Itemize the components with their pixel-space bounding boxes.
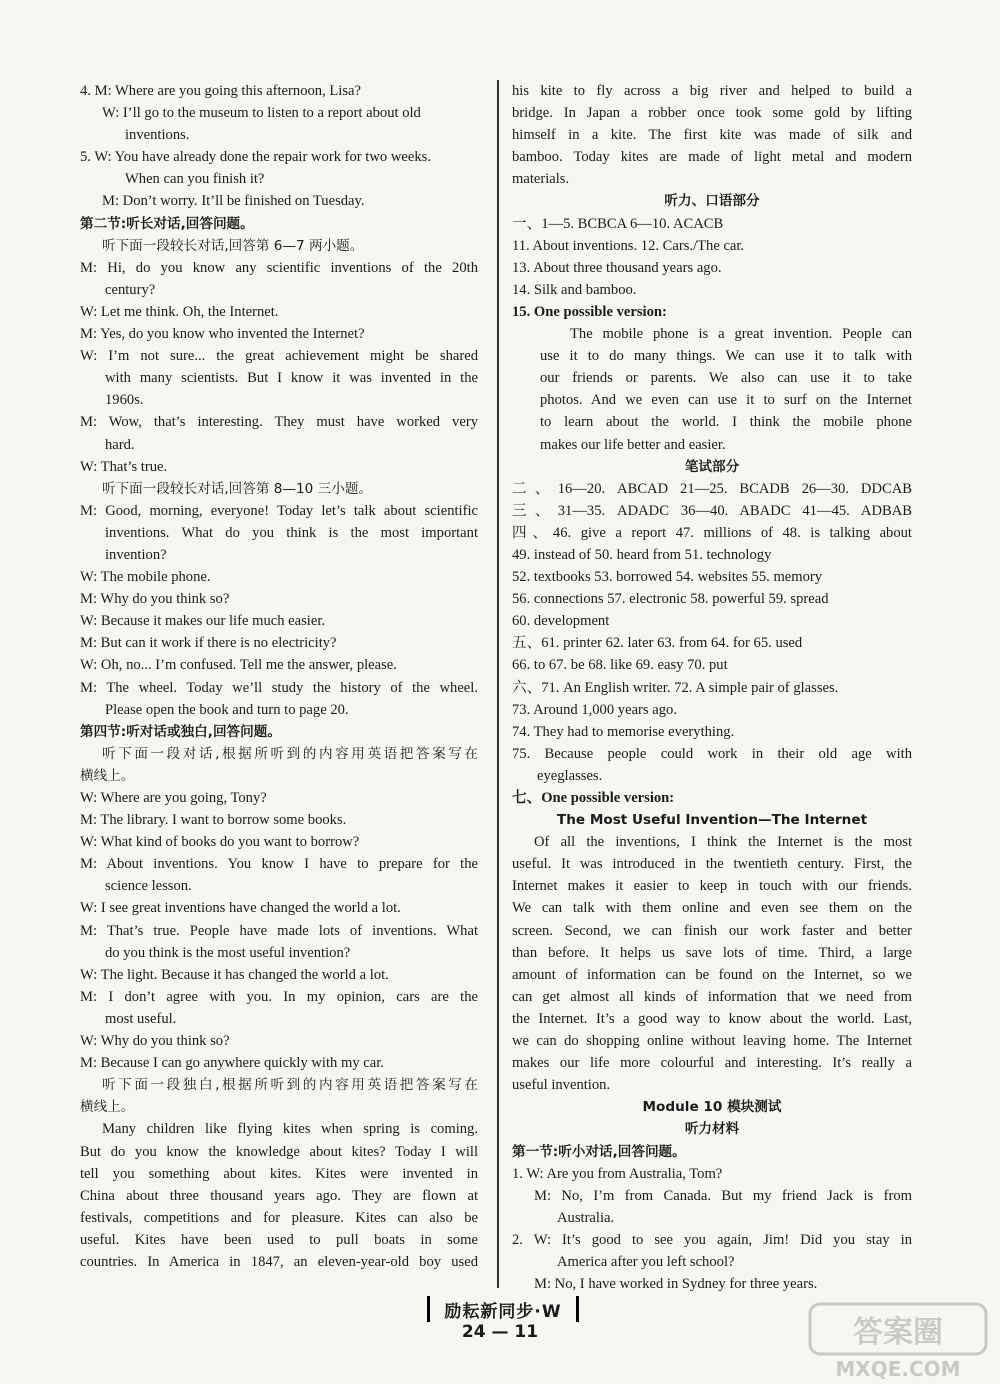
left-line: W: The light. Because it has changed the world a lot. <box>80 966 389 983</box>
left-line: 第二节:听长对话,回答问题。 <box>80 215 254 232</box>
left-line: W: Why do you think so? <box>80 1033 230 1050</box>
right-line: our friends or parents. We also can use it to take <box>540 370 912 387</box>
left-line: most useful. <box>105 1010 177 1027</box>
right-line: 2. W: It’s good to see you again, Jim! Did you stay in <box>512 1231 912 1248</box>
left-line: science lesson. <box>105 878 192 895</box>
right-line: photos. And we even can use it to surf on the Internet <box>540 392 912 409</box>
left-line: M: The wheel. Today we’ll study the history of the wheel. <box>80 679 478 696</box>
page-number: 24 — 11 <box>461 1322 539 1342</box>
right-line: 14. Silk and bamboo. <box>512 281 637 298</box>
left-line: M: I don’t agree with you. In my opinion, cars are the <box>80 988 478 1005</box>
left-line: century? <box>105 281 156 298</box>
right-line: 三、31—35. ADADC 36—40. ABADC 41—45. ADBAB <box>512 502 912 519</box>
left-line: M: Why do you think so? <box>80 591 230 608</box>
left-line: countries. In America in 1847, an eleven-year-old boy used <box>80 1253 478 1270</box>
left-line: W: Let me think. Oh, the Internet. <box>80 303 279 320</box>
left-line: W: What kind of books do you want to borrow? <box>80 834 360 851</box>
right-line: to learn about the world. I think the mobile phone <box>540 414 912 431</box>
left-line: hard. <box>105 436 135 453</box>
right-line: makes our life more colourful and interesting. It’s really a <box>512 1055 912 1072</box>
right-line: Of all the inventions, I think the Internet is the most <box>534 834 912 851</box>
left-line: M: Yes, do you know who invented the Internet? <box>80 326 365 343</box>
right-line: 11. About inventions. 12. Cars./The car. <box>512 237 745 254</box>
right-line: 74. They had to memorise everything. <box>512 723 735 740</box>
left-line: W: That’s true. <box>80 458 168 475</box>
right-line: 一、1—5. BCBCA 6—10. ACACB <box>512 215 724 232</box>
right-line: 听力材料 <box>684 1121 740 1138</box>
right-line: 笔试部分 <box>684 458 740 475</box>
left-line: M: Because I can go anywhere quickly with my car. <box>80 1055 384 1072</box>
left-line: W: I’ll go to the museum to listen to a report about old <box>102 105 421 122</box>
left-line: do you think is the most useful invention? <box>105 944 351 961</box>
left-line: M: Wow, that’s interesting. They must have worked very <box>80 414 478 431</box>
right-line: Internet makes it easier to keep in touch with our friends. <box>512 878 912 895</box>
right-line: Module 10 模块测试 <box>642 1099 782 1116</box>
column-divider <box>497 80 499 1288</box>
right-line: The mobile phone is a great invention. People can <box>570 326 912 343</box>
left-line: Please open the book and turn to page 20. <box>105 701 349 718</box>
right-line: bamboo. Today kites are made of light metal and modern <box>512 149 912 166</box>
right-line: screen. Second, we can finish our work faster and better <box>512 922 912 939</box>
left-line: M: That’s true. People have made lots of inventions. What <box>80 922 478 939</box>
left-line: useful. Kites have been used to pull boats in some <box>80 1231 478 1248</box>
right-column <box>512 80 912 1295</box>
left-line: 横线上。 <box>80 1099 135 1116</box>
right-line: America after you left school? <box>557 1253 735 1270</box>
right-line: 73. Around 1,000 years ago. <box>512 701 677 718</box>
right-line: makes our life better and easier. <box>540 436 726 453</box>
right-line: We can talk with them online and even see them on the <box>512 900 912 917</box>
right-line: his kite to fly across a big river and helped to build a <box>512 83 912 99</box>
right-line: himself in a kite. The first kite was made of silk and <box>512 127 912 144</box>
left-line: W: I see great inventions have changed the world a lot. <box>80 900 401 917</box>
right-line: 13. About three thousand years ago. <box>512 259 722 276</box>
left-line: W: I’m not sure... the great achievement might be shared <box>80 348 478 365</box>
left-line: M: Don’t worry. It’ll be finished on Tuesday. <box>102 193 365 210</box>
right-line: 56. connections 57. electronic 58. powerful 59. spread <box>512 591 829 608</box>
left-line: 听下面一段独白,根据所听到的内容用英语把答案写在 <box>102 1077 478 1094</box>
right-line: the Internet. It’s a good way to know about the world. Last, <box>512 1010 912 1027</box>
left-line: W: Because it makes our life much easier. <box>80 613 326 630</box>
left-line: China about three thousand years ago. They are flown at <box>80 1187 478 1204</box>
left-line: invention? <box>105 546 167 563</box>
left-line: 4. M: Where are you going this afternoon, Lisa? <box>80 83 361 99</box>
left-line: When can you finish it? <box>125 171 265 188</box>
right-line: amount of information can be found on the Internet, so we <box>512 966 912 983</box>
left-line: 1960s. <box>105 392 144 409</box>
right-line: 二、16—20. ABCAD 21—25. BCADB 26—30. DDCAB <box>512 480 912 497</box>
left-line: W: Where are you going, Tony? <box>80 790 267 806</box>
left-line: M: Good, morning, everyone! Today let’s talk about scientific <box>80 502 478 519</box>
left-line: But do you know the knowledge about kites? Today I will <box>80 1143 478 1160</box>
right-line: The Most Useful Invention—The Internet <box>556 812 868 829</box>
right-line: bridge. In Japan a robber once took some gold by lifting <box>512 105 912 122</box>
right-line: 49. instead of 50. heard from 51. technology <box>512 546 772 563</box>
right-line: Australia. <box>557 1209 615 1226</box>
right-line: than before. It helps us save lots of time. Third, a large <box>512 944 912 961</box>
left-line: 5. W: You have already done the repair work for two weeks. <box>80 149 431 166</box>
watermark-url: MXQE.COM <box>835 1357 961 1381</box>
left-line: 听下面一段较长对话,回答第 8—10 三小题。 <box>102 480 373 497</box>
watermark-logo <box>808 1300 988 1384</box>
left-line: 第四节:听对话或独白,回答问题。 <box>80 723 281 740</box>
right-line: use it to do many things. We can use it to talk with <box>540 348 912 365</box>
left-line: inventions. <box>125 127 190 144</box>
right-line: 15. One possible version: <box>512 303 667 320</box>
left-line: inventions. What do you think is the most important <box>105 524 478 541</box>
left-line: M: About inventions. You know I have to prepare for the <box>80 856 478 873</box>
left-line: 听下面一段较长对话,回答第 6—7 两小题。 <box>102 237 364 254</box>
left-line: M: Hi, do you know any scientific inventions of the 20th <box>80 259 478 276</box>
left-line: 横线上。 <box>80 767 135 784</box>
right-line: can get almost all kinds of information that we need from <box>512 988 912 1005</box>
left-column <box>80 80 478 1273</box>
left-line: M: But can it work if there is no electricity? <box>80 635 337 652</box>
watermark-title: 答案圈 <box>853 1315 943 1350</box>
right-line: 听力、口语部分 <box>664 193 760 210</box>
right-line: 52. textbooks 53. borrowed 54. websites 55. memory <box>512 569 823 586</box>
left-line: M: The library. I want to borrow some books. <box>80 812 347 829</box>
left-line: 听下面一段对话,根据所听到的内容用英语把答案写在 <box>102 745 478 762</box>
left-line: W: Oh, no... I’m confused. Tell me the answer, please. <box>80 657 397 674</box>
right-line: 60. development <box>512 613 610 630</box>
footer-brand <box>427 1296 579 1322</box>
right-line: materials. <box>512 171 570 188</box>
right-line: 七、One possible version: <box>512 790 675 806</box>
footer-brand-text: 励耘新同步·W <box>444 1301 562 1322</box>
right-line: 四、46. give a report 47. millions of 48. is talking about <box>512 524 912 541</box>
right-line: M: No, I have worked in Sydney for three years. <box>534 1276 818 1293</box>
left-line: tell you something about kites. Kites were invented in <box>80 1165 478 1182</box>
right-line: 第一节:听小对话,回答问题。 <box>512 1143 686 1160</box>
right-line: 66. to 67. be 68. like 69. easy 70. put <box>512 657 728 674</box>
left-line: W: The mobile phone. <box>80 569 211 586</box>
right-line: 75. Because people could work in their old age with <box>512 745 912 762</box>
left-line: with many scientists. But I know it was invented in the <box>105 370 478 387</box>
right-line: useful. It was introduced in the twentieth century. First, the <box>512 856 912 873</box>
left-line: festivals, competitions and for pleasure. Kites can also be <box>80 1209 478 1226</box>
right-line: useful invention. <box>512 1077 611 1094</box>
left-line: Many children like flying kites when spring is coming. <box>102 1121 478 1138</box>
right-line: M: No, I’m from Canada. But my friend Jack is from <box>534 1187 912 1204</box>
right-line: 1. W: Are you from Australia, Tom? <box>512 1165 723 1182</box>
right-line: 六、71. An English writer. 72. A simple pair of glasses. <box>512 679 839 696</box>
right-line: 五、61. printer 62. later 63. from 64. for 65. used <box>512 635 803 652</box>
right-line: eyeglasses. <box>537 767 603 784</box>
right-line: we can do shopping online without leaving home. The Internet <box>512 1033 912 1050</box>
